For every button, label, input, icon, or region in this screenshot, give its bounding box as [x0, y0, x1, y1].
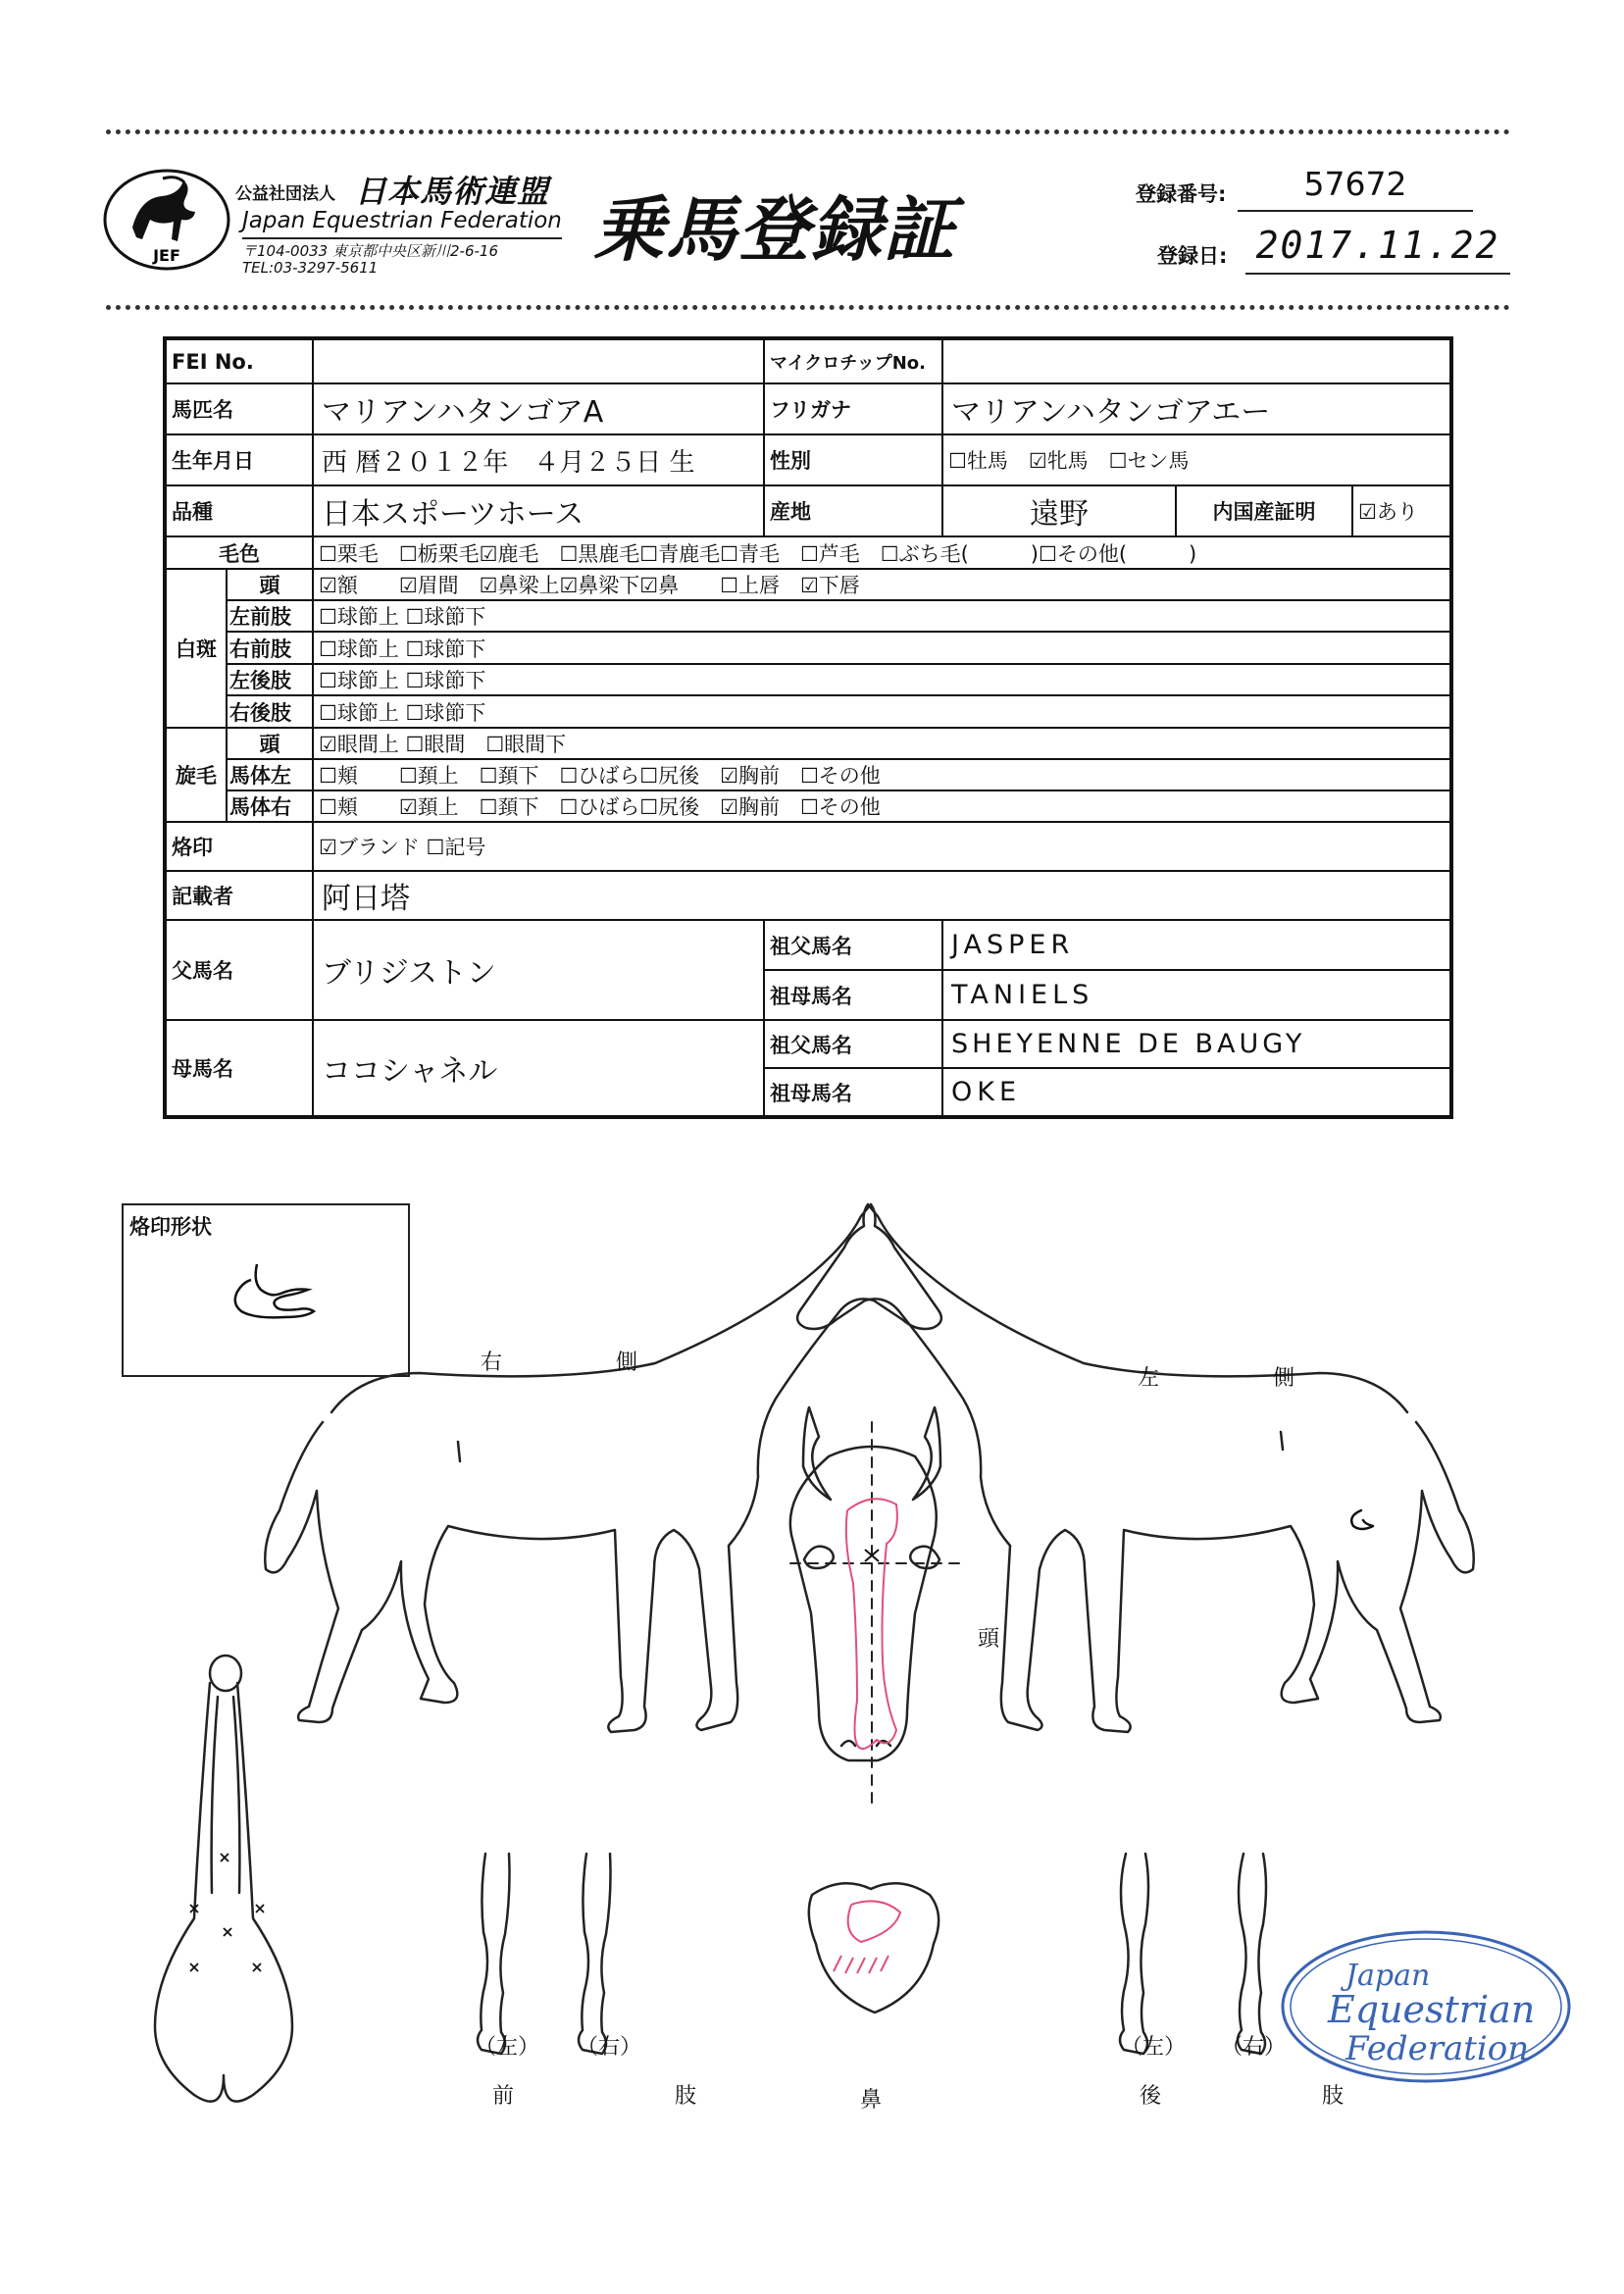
horse-head-front-outline	[790, 1407, 940, 1760]
hind-legs-outline	[1120, 1854, 1266, 2054]
front-right-caption: （右）	[577, 2035, 642, 2060]
whorl-x-marks	[190, 1854, 264, 1971]
sire-value: ブリジストン	[313, 920, 764, 1020]
front-legs-outline	[478, 1854, 611, 2054]
dam-grandsire-value: SHEYENNE DE BAUGY	[942, 1020, 1450, 1068]
breed-value: 日本スポーツホース	[313, 485, 764, 536]
rh-options: ☐球節上 ☐球節下	[313, 695, 1450, 728]
microchip-label: マイクロチップNo.	[764, 339, 942, 383]
whorl-head-options: ☑眼間上 ☐眼間 ☐眼間下	[313, 728, 1450, 759]
sire-granddam-label: 祖母馬名	[764, 970, 942, 1020]
horse-name-kana: マリアンハタンゴアエー	[942, 383, 1450, 434]
coat-label: 毛色	[166, 536, 313, 569]
name-label: 馬匹名	[166, 383, 313, 434]
nose-caption: 鼻	[860, 2088, 883, 2113]
org-name-jp: 日本馬術連盟	[355, 173, 550, 210]
coat-options: ☐栗毛 ☐栃栗毛☑鹿毛 ☐黒鹿毛☐青鹿毛☐青毛 ☐芦毛 ☐ぶち毛( )☐その他( )	[313, 536, 1450, 569]
sire-grandsire-value: JASPER	[942, 920, 1450, 970]
microchip-value	[942, 339, 1450, 383]
origin-value: 遠野	[942, 485, 1176, 536]
top-dotted-rule	[106, 129, 1510, 134]
domestic-label: 内国産証明	[1176, 485, 1352, 536]
reg-no-value: 57672	[1238, 165, 1473, 212]
reg-date-label: 登録日:	[1157, 244, 1228, 268]
lf-label: 左前肢	[227, 600, 313, 632]
recorder-value: 阿日塔	[313, 871, 1450, 920]
whorl-left-options: ☐頬 ☐頚上 ☐頚下 ☐ひばら☐尻後 ☑胸前 ☐その他	[313, 759, 1450, 790]
birth-label: 生年月日	[166, 434, 313, 485]
whorl-left-label: 馬体左	[227, 759, 313, 790]
markings-head-options: ☑額 ☑眉間 ☑鼻梁上☑鼻梁下☑鼻 ☐上唇 ☑下唇	[313, 569, 1450, 600]
front-legs-caption: 前 肢	[492, 2084, 736, 2109]
sex-options: ☐牡馬 ☑牝馬 ☐セン馬	[942, 434, 1450, 485]
lh-label: 左後肢	[227, 664, 313, 695]
kana-label: フリガナ	[764, 383, 942, 434]
markings-label: 白斑	[166, 569, 227, 728]
hind-right-caption: （右）	[1221, 2035, 1287, 2060]
dam-grandsire-label: 祖父馬名	[764, 1020, 942, 1068]
horse-left-side-outline	[797, 1204, 1474, 1732]
birth-date: 西 暦２０１２年 ４月２５日 生	[313, 434, 764, 485]
rf-label: 右前肢	[227, 632, 313, 664]
front-left-caption: （左）	[475, 2035, 540, 2060]
brand-options: ☑ブランド ☐記号	[313, 822, 1450, 871]
sex-label: 性別	[764, 434, 942, 485]
document-title: 乗馬登録証	[593, 188, 957, 271]
whorl-label: 旋毛	[166, 728, 227, 822]
svg-text:JEF: JEF	[153, 246, 180, 265]
whorl-right-label: 馬体右	[227, 790, 313, 822]
white-markings-red	[834, 1499, 900, 1973]
lh-options: ☐球節上 ☐球節下	[313, 664, 1450, 695]
dam-granddam-value: OKE	[942, 1068, 1450, 1116]
head-caption: 頭	[978, 1627, 1000, 1652]
whorl-right-options: ☐頬 ☑頚上 ☐頚下 ☐ひばら☐尻後 ☑胸前 ☐その他	[313, 790, 1450, 822]
federation-stamp	[1277, 1924, 1575, 2089]
nose-view-outline	[809, 1883, 939, 2013]
horse-name: マリアンハタンゴアA	[313, 383, 764, 434]
hind-left-caption: （左）	[1121, 2035, 1187, 2060]
domestic-value: ☑あり	[1352, 485, 1450, 536]
whorl-head-label: 頭	[227, 728, 313, 759]
org-name-en: Japan Equestrian Federation	[242, 208, 562, 233]
markings-head-label: 頭	[227, 569, 313, 600]
dam-label: 母馬名	[166, 1020, 313, 1116]
rf-options: ☐球節上 ☐球節下	[313, 632, 1450, 664]
bottom-dotted-rule	[106, 305, 1510, 310]
rh-label: 右後肢	[227, 695, 313, 728]
svg-text:Equestrian: Equestrian	[1328, 1988, 1536, 2031]
org-prefix: 公益社団法人	[235, 184, 335, 204]
svg-text:Federation: Federation	[1345, 2029, 1530, 2068]
fei-label: FEI No.	[166, 339, 313, 383]
brand-label: 烙印	[166, 822, 313, 871]
sire-label: 父馬名	[166, 920, 313, 1020]
breed-label: 品種	[166, 485, 313, 536]
sire-granddam-value: TANIELS	[942, 970, 1450, 1020]
dam-value: ココシャネル	[313, 1020, 764, 1116]
svg-text:Japan: Japan	[1345, 1959, 1431, 1993]
org-tel: TEL:03-3297-5611	[242, 259, 379, 277]
jef-logo	[98, 159, 235, 277]
brand-shape-title: 烙印形状	[129, 1215, 212, 1239]
brand-shape-drawing	[212, 1245, 330, 1343]
sire-grandsire-label: 祖父馬名	[764, 920, 942, 970]
left-side-caption: 左 側	[1138, 1366, 1319, 1391]
fei-value	[313, 339, 764, 383]
dam-granddam-label: 祖母馬名	[764, 1068, 942, 1116]
origin-label: 産地	[764, 485, 942, 536]
org-address: 〒104-0033 東京都中央区新川2-6-16	[242, 242, 498, 260]
reg-no-label: 登録番号:	[1136, 182, 1227, 206]
right-side-caption: 右 側	[481, 1351, 662, 1375]
brand-shape-box	[122, 1203, 410, 1377]
org-address-block	[242, 243, 498, 277]
horse-rear-view-outline	[155, 1656, 292, 2102]
lf-options: ☐球節上 ☐球節下	[313, 600, 1450, 632]
recorder-label: 記載者	[166, 871, 313, 920]
reg-date-value: 2017.11.22	[1245, 224, 1510, 275]
hind-legs-caption: 後 肢	[1140, 2084, 1384, 2109]
org-underline	[242, 237, 562, 239]
registration-table	[163, 336, 1453, 1119]
